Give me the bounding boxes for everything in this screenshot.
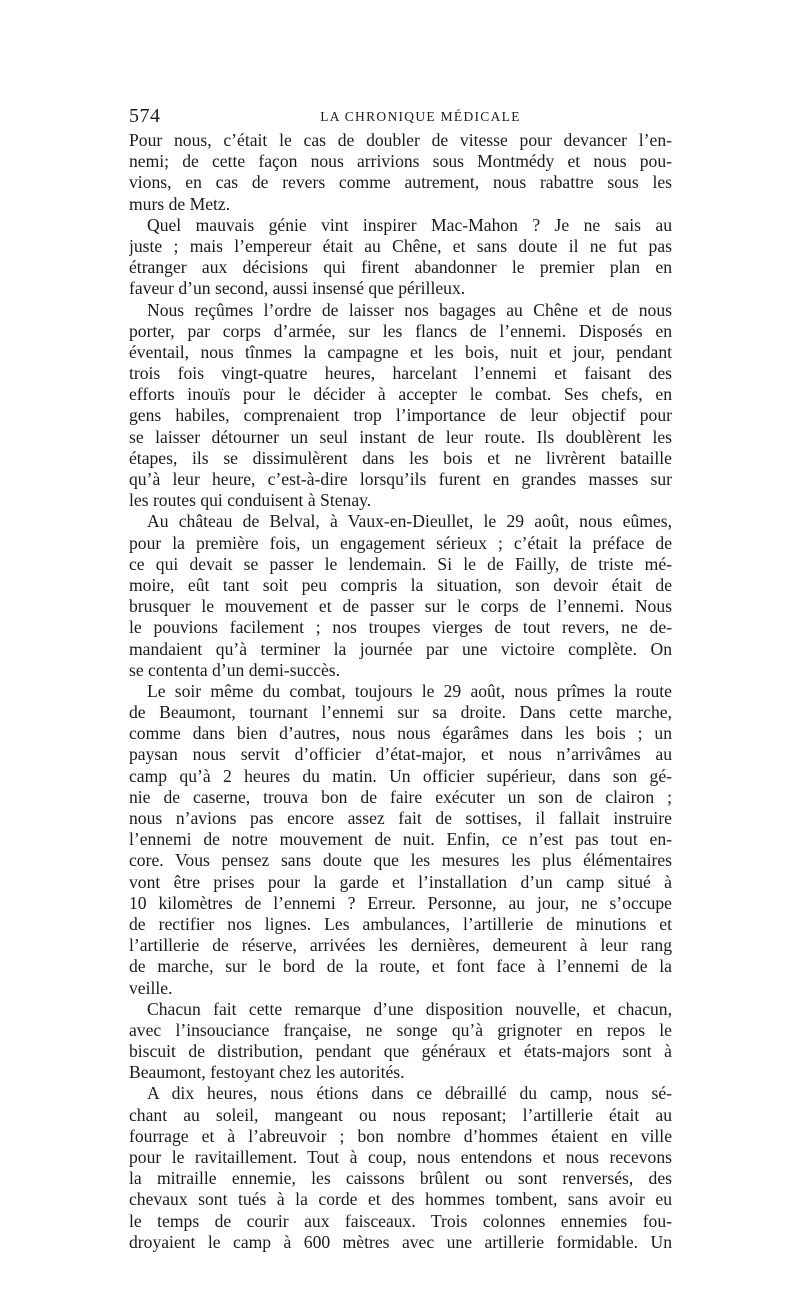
text-line: Beaumont, festoyant chez les autorités. — [129, 1062, 405, 1083]
text-line: le pouvions facilement ; nos troupes vierges de tout revers, ne de- — [129, 617, 672, 638]
text-line: moire, eût tant soit peu compris la situation, son devoir était de — [129, 574, 672, 595]
text-line: se laisser détourner un seul instant de leur route. Ils doublèrent les — [129, 426, 672, 447]
text-line: vont être prises pour la garde et l’installation d’un camp situé à — [129, 871, 672, 892]
text-line: qu’à leur heure, c’est-à-dire lorsqu’ils furent en grandes masses sur — [129, 469, 672, 489]
text-line: mandaient qu’à terminer la journée par une victoire complète. On — [129, 638, 672, 659]
text-line: se contenta d’un demi-succès. — [129, 659, 341, 680]
text-line: pour la première fois, un engagement sérieux ; c’était la préface de — [129, 532, 672, 553]
text-line: pour le ravitaillement. Tout à coup, nous entendons et nous recevons — [129, 1147, 672, 1167]
text-line: paysan nous servit d’officier d’état-major, et nous n’arrivâmes au — [129, 744, 672, 765]
text-line: étapes, ils se dissimulèrent dans les bois et ne livrèrent bataille — [129, 447, 672, 468]
running-head — [129, 104, 672, 128]
text-line: chevaux sont tués à la corde et des hommes tombent, sans avoir eu — [129, 1189, 672, 1210]
text-line: biscuit de distribution, pendant que généraux et états-majors sont à — [129, 1041, 672, 1062]
text-line: faveur d’un second, aussi insensé que périlleux. — [129, 278, 466, 299]
text-line: avec l’insouciance française, ne songe qu’à grignoter en repos le — [129, 1019, 672, 1040]
text-line: trois fois vingt-quatre heures, harcelant l’ennemi et faisant des — [129, 363, 672, 384]
paragraph — [129, 681, 672, 999]
text-line: de Beaumont, tournant l’ennemi sur sa droite. Dans cette marche, — [129, 702, 672, 723]
text-line: nemi; de cette façon nous arrivions sous Montmédy et nous pou- — [129, 151, 672, 172]
paragraph — [129, 130, 672, 215]
text-line: porter, par corps d’armée, sur les flancs de l’ennemi. Disposés en — [129, 320, 672, 341]
text-line: l’ennemi de notre mouvement de nuit. Enfin, ce n’est pas tout en- — [129, 829, 672, 850]
text-line: nie de caserne, trouva bon de faire exécuter un son de clairon ; — [129, 786, 672, 807]
text-line: 10 kilomètres de l’ennemi ? Erreur. Personne, au jour, ne s’occupe — [129, 892, 672, 913]
journal-title: LA CHRONIQUE MÉDICALE — [320, 109, 521, 124]
body-text — [129, 130, 672, 1253]
text-line: brusquer le mouvement et de passer sur le corps de l’ennemi. Nous — [129, 596, 672, 617]
text-line: core. Vous pensez sans doute que les mesures les plus élémentaires — [129, 850, 672, 871]
text-line: comme dans bien d’autres, nous nous égarâmes dans les bois ; un — [129, 723, 672, 744]
text-line: Au château de Belval, à Vaux-en-Dieullet, le 29 août, nous eûmes, — [147, 511, 672, 532]
paragraph — [129, 1083, 672, 1253]
text-line: vions, en cas de revers comme autrement, nous rabattre sous les — [129, 172, 672, 193]
page-number: 574 — [129, 105, 161, 127]
text-line: de marche, sur le bord de la route, et font face à l’ennemi de la — [129, 956, 672, 977]
text-line: l’artillerie de réserve, arrivées les dernières, demeurent à leur rang — [129, 935, 672, 956]
text-line: nous n’avions pas encore assez fait de sottises, il fallait instruire — [129, 808, 672, 828]
text-line: ce qui devait se passer le lendemain. Si le de Failly, de triste mé- — [129, 553, 672, 574]
paragraph — [129, 215, 672, 300]
text-line: murs de Metz. — [129, 193, 231, 214]
text-line: A dix heures, nous étions dans ce débraillé du camp, nous sé- — [147, 1083, 672, 1104]
text-line: chant au soleil, mangeant ou nous reposant; l’artillerie était au — [129, 1104, 672, 1125]
text-line: Pour nous, c’était le cas de doubler de vitesse pour devancer l’en- — [129, 130, 672, 150]
text-line: la mitraille ennemie, les caissons brûlent ou sont renversés, des — [129, 1168, 672, 1189]
paragraph — [129, 511, 672, 681]
text-line: les routes qui conduisent à Stenay. — [129, 490, 372, 511]
text-line: éventail, nous tînmes la campagne et les bois, nuit et jour, pendant — [129, 341, 672, 362]
text-line: droyaient le camp à 600 mètres avec une artillerie formidable. Un — [129, 1231, 672, 1252]
text-line: Nous reçûmes l’ordre de laisser nos bagages au Chêne et de nous — [147, 299, 672, 320]
text-line: Quel mauvais génie vint inspirer Mac-Mahon ? Je ne sais au — [147, 214, 672, 235]
text-line: de rectifier nos lignes. Les ambulances, l’artillerie de minutions et — [129, 913, 672, 934]
text-line: camp qu’à 2 heures du matin. Un officier supérieur, dans son gé- — [129, 765, 672, 786]
text-line: juste ; mais l’empereur était au Chêne, et sans doute il ne fut pas — [129, 235, 672, 256]
text-line: Chacun fait cette remarque d’une disposition nouvelle, et chacun, — [147, 998, 672, 1019]
text-line: veille. — [129, 977, 173, 998]
text-line: Le soir même du combat, toujours le 29 août, nous prîmes la route — [147, 680, 672, 701]
text-line: efforts inouïs pour le décider à accepter le combat. Ses chefs, en — [129, 384, 672, 405]
paragraph — [129, 300, 672, 512]
text-line: le temps de courir aux faisceaux. Trois colonnes ennemies fou- — [129, 1210, 672, 1231]
paragraph — [129, 999, 672, 1084]
text-line: fourrage et à l’abreuvoir ; bon nombre d’hommes étaient en ville — [129, 1125, 672, 1146]
text-line: gens habiles, comprenaient trop l’importance de leur objectif pour — [129, 405, 672, 426]
text-line: étranger aux décisions qui firent abandonner le premier plan en — [129, 257, 672, 278]
